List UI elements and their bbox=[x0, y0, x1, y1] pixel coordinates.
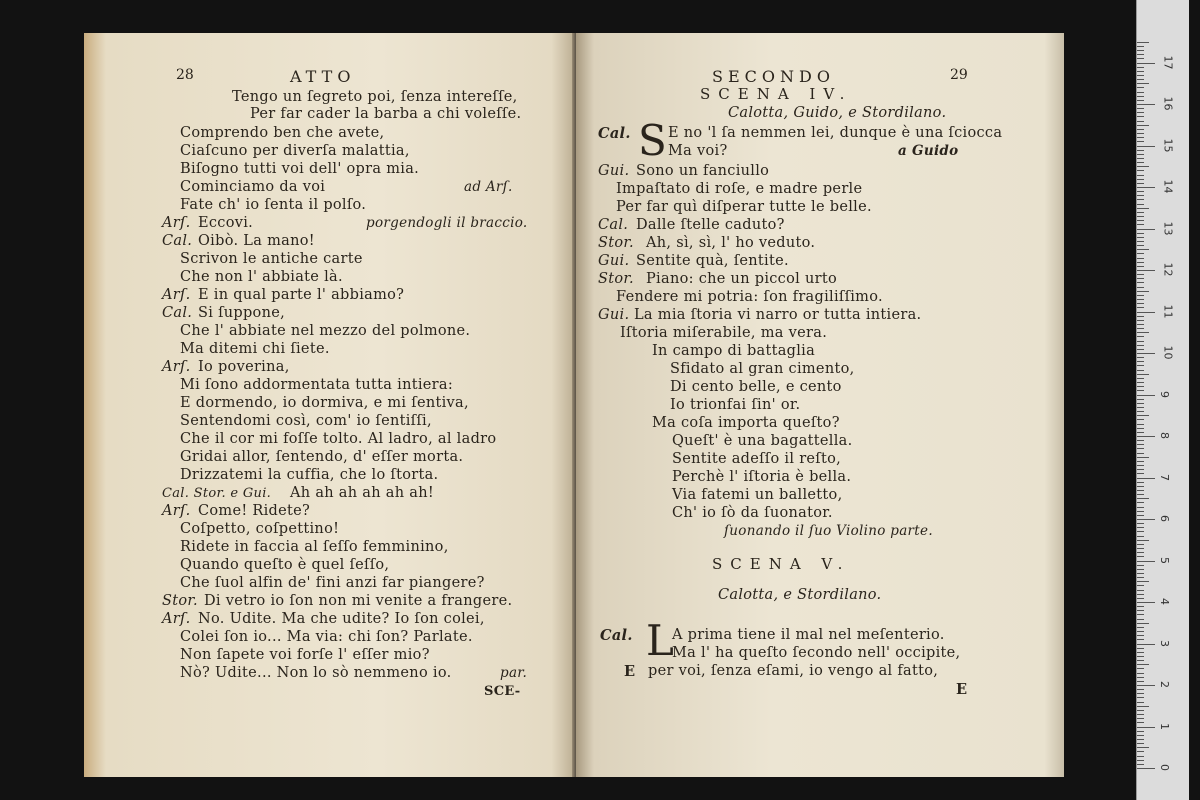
ruler-number: 3 bbox=[1158, 639, 1171, 647]
ruler-tick bbox=[1137, 540, 1149, 541]
speaker-label: Arſ. bbox=[162, 215, 191, 231]
ruler-tick bbox=[1137, 386, 1144, 387]
ruler-tick bbox=[1137, 365, 1144, 366]
ruler-tick bbox=[1137, 175, 1144, 176]
text-line: Oibò. La mano! bbox=[198, 233, 315, 249]
ruler-tick bbox=[1137, 50, 1144, 51]
stage-direction: ſuonando il ſuo Violino parte. bbox=[724, 523, 933, 539]
ruler-tick bbox=[1137, 307, 1144, 308]
text-line: Queſt' è una bagattella. bbox=[672, 433, 853, 449]
ruler-tick bbox=[1137, 527, 1144, 528]
ruler-tick bbox=[1137, 619, 1144, 620]
ruler-tick bbox=[1137, 262, 1144, 263]
ruler-tick bbox=[1137, 407, 1144, 408]
ruler-tick bbox=[1137, 83, 1149, 84]
speaker-label: Cal. bbox=[600, 627, 633, 644]
stage-direction: a Guido bbox=[898, 143, 959, 159]
ruler-tick bbox=[1137, 565, 1144, 566]
ruler-tick bbox=[1137, 46, 1144, 47]
ruler-tick bbox=[1137, 249, 1149, 250]
ruler-tick bbox=[1137, 660, 1144, 661]
ruler-tick bbox=[1137, 191, 1144, 192]
ruler-number: 1 bbox=[1158, 722, 1171, 730]
scene-title: SCENA V. bbox=[712, 555, 851, 573]
ruler-tick bbox=[1137, 353, 1155, 354]
text-line: Colei ſon io... Ma via: chi ſon? Parlate. bbox=[180, 629, 473, 645]
text-line: Dalle ſtelle caduto? bbox=[636, 217, 785, 233]
text-line: Sentite adeſſo il reſto, bbox=[672, 451, 842, 467]
ruler-tick bbox=[1137, 668, 1144, 669]
ruler-tick bbox=[1137, 274, 1144, 275]
ruler-tick bbox=[1137, 170, 1144, 171]
text-line: Drizzatemi la cuffia, che lo ſtorta. bbox=[180, 467, 439, 483]
ruler-tick bbox=[1137, 415, 1149, 416]
ruler-tick bbox=[1137, 324, 1144, 325]
speaker-label: Gui. bbox=[598, 253, 630, 269]
ruler-tick bbox=[1137, 652, 1144, 653]
ruler-tick bbox=[1137, 706, 1149, 707]
ruler-tick bbox=[1137, 229, 1155, 230]
ruler-tick bbox=[1137, 303, 1144, 304]
ruler-tick bbox=[1137, 760, 1144, 761]
ruler-number: 17 bbox=[1161, 55, 1175, 69]
text-line: In campo di battaglia bbox=[652, 343, 816, 359]
ruler-number: 13 bbox=[1161, 221, 1175, 235]
ruler-tick bbox=[1137, 482, 1144, 483]
ruler-tick bbox=[1137, 266, 1144, 267]
ruler-tick bbox=[1137, 727, 1155, 728]
ruler-tick bbox=[1137, 436, 1155, 437]
text-line: Che l' abbiate nel mezzo del polmone. bbox=[180, 323, 471, 339]
ruler-tick bbox=[1137, 444, 1144, 445]
text-line: Io trionfai ſin' or. bbox=[670, 397, 801, 413]
drop-cap: S bbox=[638, 116, 667, 165]
ruler-tick bbox=[1137, 448, 1144, 449]
ruler-tick bbox=[1137, 756, 1144, 757]
ruler-tick bbox=[1137, 490, 1144, 491]
ruler-tick bbox=[1137, 141, 1144, 142]
ruler-tick bbox=[1137, 486, 1144, 487]
text-line: Ma coſa importa queſto? bbox=[652, 415, 840, 431]
text-line: Non ſapete voi forſe l' eſſer mio? bbox=[180, 647, 430, 663]
text-line: Sono un fanciullo bbox=[636, 163, 770, 179]
ruler-tick bbox=[1137, 96, 1144, 97]
text-line: Comprendo ben che avete, bbox=[180, 125, 385, 141]
scene-cast: Calotta, Guido, e Stordilano. bbox=[728, 105, 947, 121]
ruler-number: 4 bbox=[1158, 598, 1171, 605]
ruler-tick bbox=[1137, 204, 1144, 205]
text-line: Ah, sì, sì, l' ho veduto. bbox=[646, 235, 816, 251]
drop-cap: L bbox=[646, 616, 674, 665]
ruler-tick bbox=[1137, 552, 1144, 553]
running-header: ATTO bbox=[290, 67, 356, 86]
ruler-tick bbox=[1137, 195, 1144, 196]
ruler-tick bbox=[1137, 573, 1144, 574]
ruler-tick bbox=[1137, 224, 1144, 225]
ruler-tick bbox=[1137, 287, 1144, 288]
ruler-tick bbox=[1137, 656, 1144, 657]
text-line: Io poverina, bbox=[198, 359, 290, 375]
text-line: E no 'l ſa nemmen lei, dunque è una ſciocca bbox=[668, 125, 1003, 141]
ruler-tick bbox=[1137, 718, 1144, 719]
ruler-tick bbox=[1137, 432, 1144, 433]
ruler-tick bbox=[1137, 494, 1144, 495]
ruler-tick bbox=[1137, 556, 1144, 557]
ruler-tick bbox=[1137, 523, 1144, 524]
ruler-tick bbox=[1137, 673, 1144, 674]
text-line: Piano: che un piccol urto bbox=[646, 271, 838, 287]
speaker-label: Gui. bbox=[598, 307, 630, 323]
ruler-tick bbox=[1137, 710, 1144, 711]
ruler-tick bbox=[1137, 519, 1155, 520]
ruler-tick bbox=[1137, 664, 1149, 665]
ruler-tick bbox=[1137, 507, 1144, 508]
ruler-tick bbox=[1137, 92, 1144, 93]
page-number: 29 bbox=[950, 67, 968, 83]
ruler-tick bbox=[1137, 150, 1144, 151]
right-page bbox=[576, 33, 1064, 777]
ruler-tick bbox=[1137, 440, 1144, 441]
speaker-label: Cal. bbox=[162, 233, 193, 249]
ruler-tick bbox=[1137, 374, 1149, 375]
ruler-tick bbox=[1137, 312, 1155, 313]
ruler-tick bbox=[1137, 739, 1144, 740]
text-line: E dormendo, io dormiva, e mi ſentiva, bbox=[180, 395, 469, 411]
speaker-label: Arſ. bbox=[162, 359, 191, 375]
ruler-number: 11 bbox=[1161, 304, 1175, 318]
ruler-tick bbox=[1137, 75, 1144, 76]
text-line: A prima tiene il mal nel meſenterio. bbox=[672, 627, 945, 643]
ruler-tick bbox=[1137, 278, 1144, 279]
ruler-number: 8 bbox=[1158, 432, 1171, 439]
speaker-label: Stor. bbox=[598, 235, 634, 251]
text-line: Per far quì diſperar tutte le belle. bbox=[616, 199, 872, 215]
ruler-tick bbox=[1137, 677, 1144, 678]
ruler-number: 0 bbox=[1158, 764, 1171, 771]
ruler-tick bbox=[1137, 121, 1144, 122]
speaker-label: Stor. bbox=[598, 271, 634, 287]
text-line: Di vetro io ſon non mi venite a frangere. bbox=[204, 593, 513, 609]
ruler-tick bbox=[1137, 606, 1144, 607]
running-header: SECONDO bbox=[712, 67, 835, 86]
ruler-tick bbox=[1137, 233, 1144, 234]
text-line: Ch' io ſò da ſuonator. bbox=[672, 505, 833, 521]
ruler-tick bbox=[1137, 498, 1149, 499]
ruler-tick bbox=[1137, 216, 1144, 217]
text-line: Di cento belle, e cento bbox=[670, 379, 842, 395]
ruler-tick bbox=[1137, 58, 1144, 59]
scene-title: SCENA IV. bbox=[700, 85, 853, 103]
ruler-tick bbox=[1137, 594, 1144, 595]
ruler-tick bbox=[1137, 714, 1144, 715]
ruler-tick bbox=[1137, 419, 1144, 420]
ruler-tick bbox=[1137, 208, 1149, 209]
text-line: No. Udite. Ma che udite? Io ſon colei, bbox=[198, 611, 485, 627]
ruler-tick bbox=[1137, 639, 1144, 640]
ruler-tick bbox=[1137, 237, 1144, 238]
ruler-tick bbox=[1137, 544, 1144, 545]
ruler-tick bbox=[1137, 336, 1144, 337]
ruler-tick bbox=[1137, 473, 1144, 474]
text-line: Sentendomi così, com' io ſentiſſi, bbox=[180, 413, 432, 429]
ruler-tick bbox=[1137, 162, 1144, 163]
text-line: Iſtoria miſerabile, ma vera. bbox=[620, 325, 828, 341]
ruler-tick bbox=[1137, 461, 1144, 462]
ruler-tick bbox=[1137, 457, 1149, 458]
ruler-tick bbox=[1137, 623, 1149, 624]
ruler-tick bbox=[1137, 764, 1144, 765]
ruler-number: 10 bbox=[1161, 345, 1175, 360]
ruler-tick bbox=[1137, 357, 1144, 358]
ruler-tick bbox=[1137, 536, 1144, 537]
text-line: Scrivon le antiche carte bbox=[180, 251, 363, 267]
text-line: La mia ſtoria vi narro or tutta intiera. bbox=[634, 307, 922, 323]
ruler-tick bbox=[1137, 403, 1144, 404]
text-line: Impaſtato di roſe, e madre perle bbox=[616, 181, 863, 197]
ruler-tick bbox=[1137, 146, 1155, 147]
ruler-tick bbox=[1137, 112, 1144, 113]
ruler-tick bbox=[1137, 424, 1144, 425]
ruler-tick bbox=[1137, 328, 1144, 329]
ruler-tick bbox=[1137, 453, 1144, 454]
ruler-tick bbox=[1137, 179, 1144, 180]
ruler-tick bbox=[1137, 63, 1155, 64]
ruler-tick bbox=[1137, 465, 1144, 466]
ruler-tick bbox=[1137, 614, 1144, 615]
ruler-tick bbox=[1137, 747, 1149, 748]
speaker-label: Arſ. bbox=[162, 503, 191, 519]
ruler-tick bbox=[1137, 299, 1144, 300]
ruler-tick bbox=[1137, 751, 1144, 752]
ruler-number: 14 bbox=[1161, 179, 1175, 194]
ruler-tick bbox=[1137, 282, 1144, 283]
ruler-number: 9 bbox=[1158, 390, 1171, 398]
ruler-tick bbox=[1137, 332, 1149, 333]
ruler-tick bbox=[1137, 411, 1144, 412]
ruler-tick bbox=[1137, 199, 1144, 200]
ruler-number: 12 bbox=[1161, 262, 1175, 277]
text-line: Perchè l' iſtoria è bella. bbox=[672, 469, 852, 485]
ruler-tick bbox=[1137, 702, 1144, 703]
text-line: Ciaſcuno per diverſa malattia, bbox=[180, 143, 410, 159]
ruler-tick bbox=[1137, 42, 1149, 43]
ruler-tick bbox=[1137, 735, 1144, 736]
ruler-tick bbox=[1137, 768, 1155, 769]
ruler-tick bbox=[1137, 125, 1149, 126]
ruler-tick bbox=[1137, 295, 1144, 296]
text-line: Si ſuppone, bbox=[198, 305, 286, 321]
ruler-tick bbox=[1137, 631, 1144, 632]
ruler-tick bbox=[1137, 187, 1155, 188]
text-line: Sentite quà, ſentite. bbox=[636, 253, 789, 269]
text-line: Nò? Udite... Non lo sò nemmeno io. bbox=[180, 665, 452, 681]
text-line: Che non l' abbiate là. bbox=[180, 269, 343, 285]
text-line: Che il cor mi foſſe tolto. Al ladro, al ladro bbox=[180, 431, 497, 447]
ruler-tick bbox=[1137, 158, 1144, 159]
left-page bbox=[84, 33, 576, 777]
ruler-number: 7 bbox=[1158, 473, 1171, 481]
page-number: 28 bbox=[176, 67, 194, 83]
ruler-tick bbox=[1137, 585, 1144, 586]
ruler-tick bbox=[1137, 87, 1144, 88]
text-line: Ridete in faccia al ſeſſo femminino, bbox=[180, 539, 449, 555]
ruler-tick bbox=[1137, 627, 1144, 628]
ruler-tick bbox=[1137, 681, 1144, 682]
ruler-tick bbox=[1137, 116, 1144, 117]
ruler-tick bbox=[1137, 54, 1144, 55]
text-line: Ma voi? bbox=[668, 143, 728, 159]
text-line: per voi, ſenza eſami, io vengo al fatto, bbox=[648, 663, 939, 679]
ruler-tick bbox=[1137, 154, 1144, 155]
text-line: Tengo un ſegreto poi, ſenza intereſſe, bbox=[232, 89, 518, 105]
stage-direction: ad Arſ. bbox=[464, 179, 513, 195]
ruler-tick bbox=[1137, 345, 1144, 346]
ruler-tick bbox=[1137, 531, 1144, 532]
ruler-tick bbox=[1137, 644, 1155, 645]
speaker-label: Gui. bbox=[598, 163, 630, 179]
text-line: E bbox=[624, 663, 636, 680]
text-line: Via fatemi un balletto, bbox=[672, 487, 843, 503]
text-line: Ma l' ha queſto ſecondo nell' occipite, bbox=[672, 645, 961, 661]
ruler-tick bbox=[1137, 316, 1144, 317]
speaker-label: Cal. bbox=[598, 217, 629, 233]
ruler-tick bbox=[1137, 291, 1149, 292]
text-line: Quando queſto è quel ſeſſo, bbox=[180, 557, 390, 573]
ruler-tick bbox=[1137, 697, 1144, 698]
text-line: E in qual parte l' abbiamo? bbox=[198, 287, 405, 303]
ruler-tick bbox=[1137, 648, 1144, 649]
stage-direction: porgendogli il braccio. bbox=[366, 215, 528, 231]
ruler-tick bbox=[1137, 71, 1144, 72]
text-line: Gridai allor, ſentendo, d' eſſer morta. bbox=[180, 449, 464, 465]
ruler-tick bbox=[1137, 253, 1144, 254]
ruler-tick bbox=[1137, 320, 1144, 321]
ruler-tick bbox=[1137, 220, 1144, 221]
ruler-tick bbox=[1137, 166, 1149, 167]
ruler-tick bbox=[1137, 67, 1144, 68]
ruler-tick bbox=[1137, 212, 1144, 213]
text-line: Ah ah ah ah ah ah! bbox=[290, 485, 434, 501]
catchword: E bbox=[956, 681, 968, 698]
ruler-tick bbox=[1137, 602, 1155, 603]
ruler-tick bbox=[1137, 349, 1144, 350]
ruler-tick bbox=[1137, 370, 1144, 371]
catchword: SCE- bbox=[484, 684, 521, 699]
ruler-tick bbox=[1137, 183, 1144, 184]
measuring-ruler bbox=[1136, 0, 1189, 800]
text-line: Per far cader la barba a chi voleſſe. bbox=[250, 106, 522, 122]
ruler-tick bbox=[1137, 137, 1144, 138]
ruler-tick bbox=[1137, 743, 1144, 744]
speaker-label: Cal. Stor. e Gui. bbox=[162, 486, 272, 501]
ruler-tick bbox=[1137, 399, 1144, 400]
ruler-tick bbox=[1137, 577, 1144, 578]
ruler-tick bbox=[1137, 395, 1155, 396]
ruler-number: 16 bbox=[1161, 96, 1175, 111]
ruler-tick bbox=[1137, 129, 1144, 130]
speaker-label: Stor. bbox=[162, 593, 198, 609]
ruler-tick bbox=[1137, 108, 1144, 109]
ruler-tick bbox=[1137, 731, 1144, 732]
ruler-tick bbox=[1137, 478, 1155, 479]
ruler-tick bbox=[1137, 104, 1155, 105]
text-line: Mi ſono addormentata tutta intiera: bbox=[180, 377, 454, 393]
ruler-tick bbox=[1137, 689, 1144, 690]
ruler-tick bbox=[1137, 270, 1155, 271]
ruler-tick bbox=[1137, 722, 1144, 723]
ruler-tick bbox=[1137, 258, 1144, 259]
speaker-label: Cal. bbox=[598, 125, 631, 142]
speaker-label: Arſ. bbox=[162, 287, 191, 303]
ruler-tick bbox=[1137, 378, 1144, 379]
text-line: Come! Ridete? bbox=[198, 503, 311, 519]
ruler-tick bbox=[1137, 245, 1144, 246]
ruler-tick bbox=[1137, 502, 1144, 503]
ruler-number: 15 bbox=[1161, 138, 1175, 152]
ruler-tick bbox=[1137, 685, 1155, 686]
ruler-tick bbox=[1137, 598, 1144, 599]
ruler-tick bbox=[1137, 390, 1144, 391]
speaker-label: Arſ. bbox=[162, 611, 191, 627]
text-line: Ma ditemi chi ſiete. bbox=[180, 341, 330, 357]
ruler-tick bbox=[1137, 569, 1144, 570]
scene-cast: Calotta, e Stordilano. bbox=[718, 587, 882, 603]
ruler-tick bbox=[1137, 428, 1144, 429]
ruler-tick bbox=[1137, 635, 1144, 636]
ruler-tick bbox=[1137, 241, 1144, 242]
text-line: Eccovi. bbox=[198, 215, 254, 231]
ruler-tick bbox=[1137, 581, 1149, 582]
text-line: Biſogno tutti voi dell' opra mia. bbox=[180, 161, 420, 177]
ruler-tick bbox=[1137, 590, 1144, 591]
ruler-tick bbox=[1137, 133, 1144, 134]
ruler-tick bbox=[1137, 382, 1144, 383]
ruler-tick bbox=[1137, 511, 1144, 512]
text-line: Che ſuol alfin de' fini anzi far piangere? bbox=[180, 575, 485, 591]
text-line: Fate ch' io ſenta il polſo. bbox=[180, 197, 367, 213]
text-line: Coſpetto, coſpettino! bbox=[180, 521, 340, 537]
ruler-tick bbox=[1137, 515, 1144, 516]
ruler-number: 6 bbox=[1158, 515, 1171, 522]
ruler-number: 2 bbox=[1158, 681, 1171, 688]
ruler-tick bbox=[1137, 341, 1144, 342]
ruler-tick bbox=[1137, 100, 1144, 101]
open-book bbox=[84, 33, 1064, 777]
ruler-tick bbox=[1137, 361, 1144, 362]
ruler-tick bbox=[1137, 693, 1144, 694]
ruler-tick bbox=[1137, 548, 1144, 549]
ruler-tick bbox=[1137, 469, 1144, 470]
text-line: Cominciamo da voi bbox=[180, 179, 326, 195]
ruler-tick bbox=[1137, 610, 1144, 611]
ruler-tick bbox=[1137, 79, 1144, 80]
speaker-label: Cal. bbox=[162, 305, 193, 321]
ruler-tick bbox=[1137, 561, 1155, 562]
stage-direction: par. bbox=[500, 665, 528, 681]
ruler-number: 5 bbox=[1158, 556, 1171, 564]
text-line: Sfidato al gran cimento, bbox=[670, 361, 855, 377]
text-line: Fendere mi potria: ſon fragiliſſimo. bbox=[616, 289, 883, 305]
